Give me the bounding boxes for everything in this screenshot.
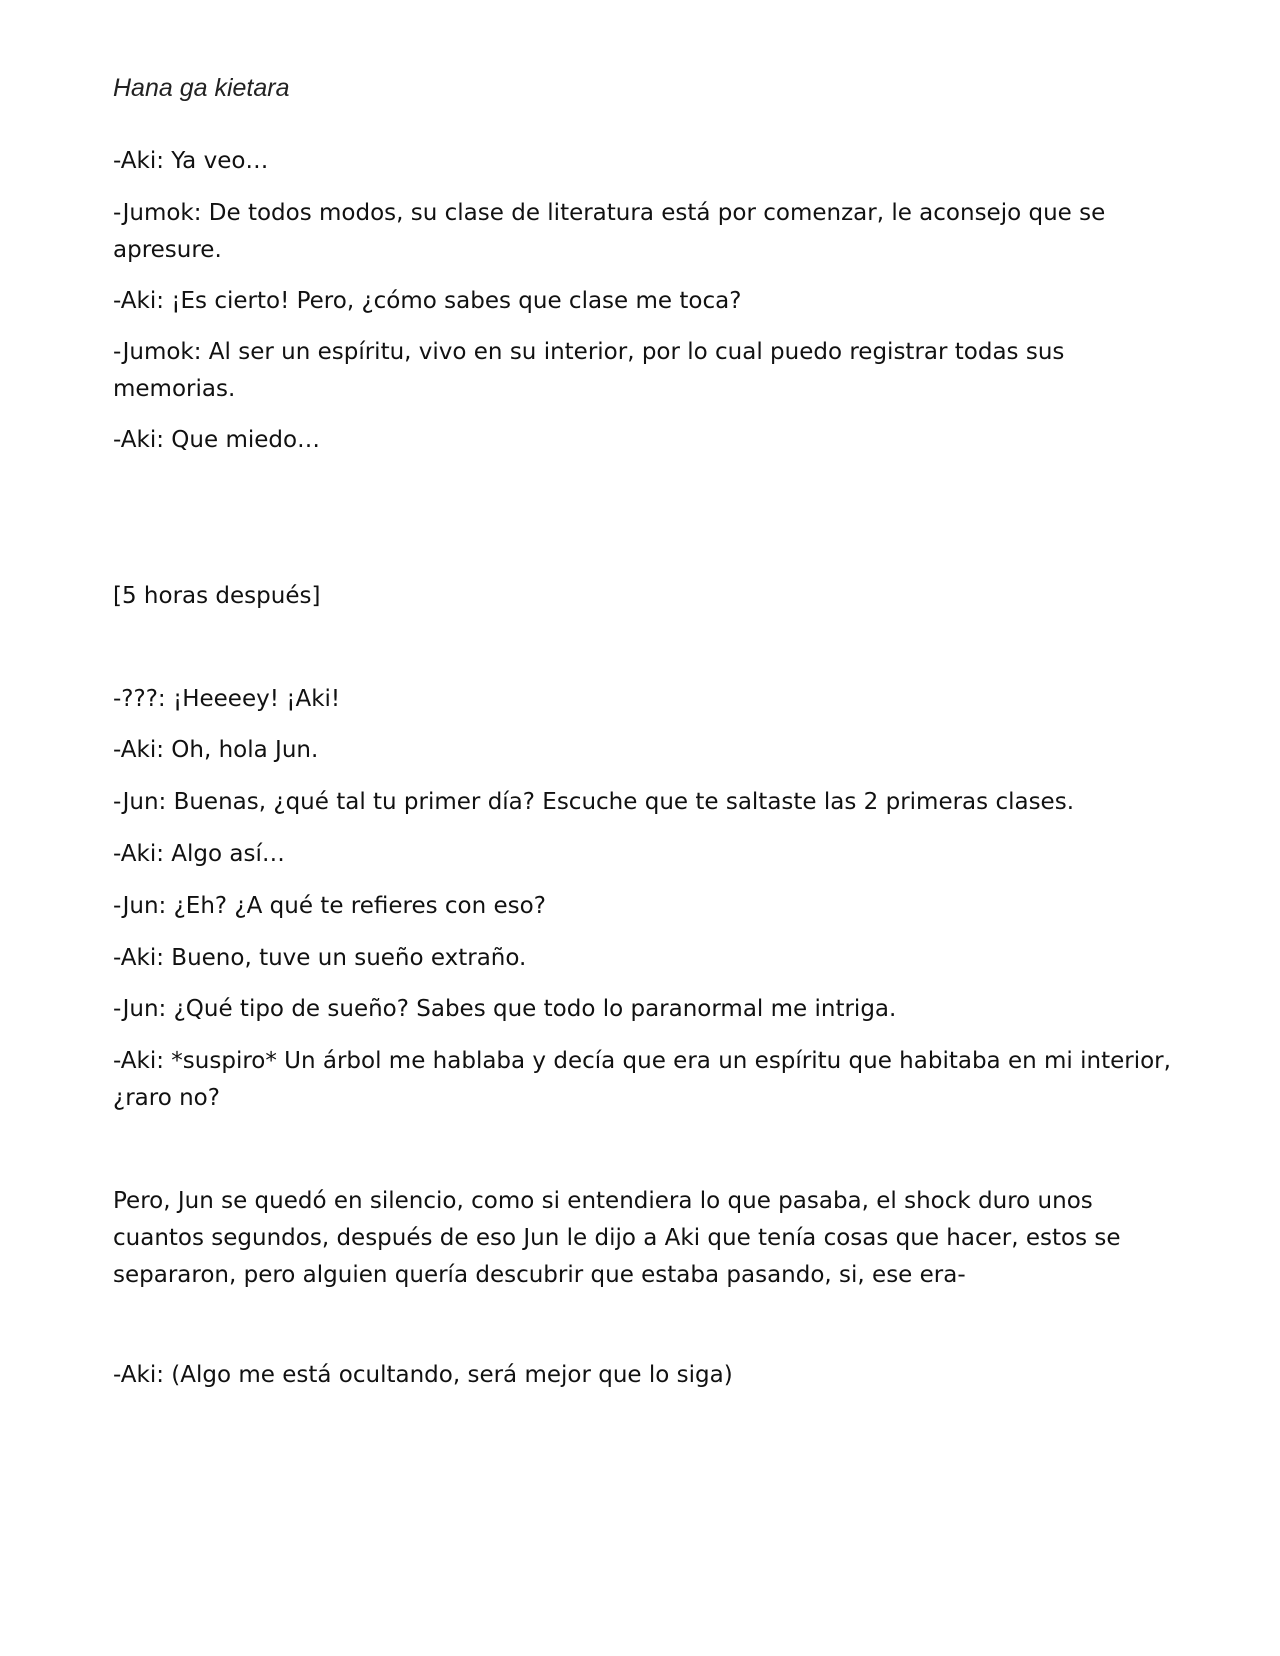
dialogue-line: -Aki: Oh, hola Jun. <box>113 737 319 763</box>
page-header-title: Hana ga kietara <box>113 74 290 102</box>
narration-paragraph: Pero, Jun se quedó en silencio, como si entendiera lo que pasaba, el shock duro unos cuantos segundos, después de eso Jun le dijo a Aki que tenía cosas que hacer, estos se separaron, pero alguien quería descubrir que estaba pasando, si, ese era- <box>113 1188 1121 1288</box>
dialogue-line: -Aki: ¡Es cierto! Pero, ¿cómo sabes que clase me toca? <box>113 288 742 314</box>
dialogue-line: -???: ¡Heeeey! ¡Aki! <box>113 686 341 712</box>
dialogue-line: -Jun: Buenas, ¿qué tal tu primer día? Escuche que te saltaste las 2 primeras clases. <box>113 789 1075 815</box>
scene-break-label: [5 horas después] <box>113 583 321 609</box>
dialogue-line: -Jumok: De todos modos, su clase de literatura está por comenzar, le aconsejo que se apresure. <box>113 200 1106 263</box>
dialogue-line: -Aki: (Algo me está ocultando, será mejor que lo siga) <box>113 1362 733 1388</box>
dialogue-line: -Aki: Ya veo… <box>113 148 269 174</box>
dialogue-line: -Aki: Algo así… <box>113 841 285 867</box>
dialogue-line: -Jun: ¿Qué tipo de sueño? Sabes que todo lo paranormal me intriga. <box>113 996 897 1022</box>
dialogue-line: -Aki: *suspiro* Un árbol me hablaba y decía que era un espíritu que habitaba en mi interior, ¿raro no? <box>113 1048 1171 1111</box>
dialogue-line: -Jun: ¿Eh? ¿A qué te refieres con eso? <box>113 893 546 919</box>
dialogue-line: -Aki: Bueno, tuve un sueño extraño. <box>113 945 527 971</box>
dialogue-line: -Aki: Que miedo… <box>113 427 321 453</box>
dialogue-line: -Jumok: Al ser un espíritu, vivo en su interior, por lo cual puedo registrar todas sus memorias. <box>113 339 1065 402</box>
